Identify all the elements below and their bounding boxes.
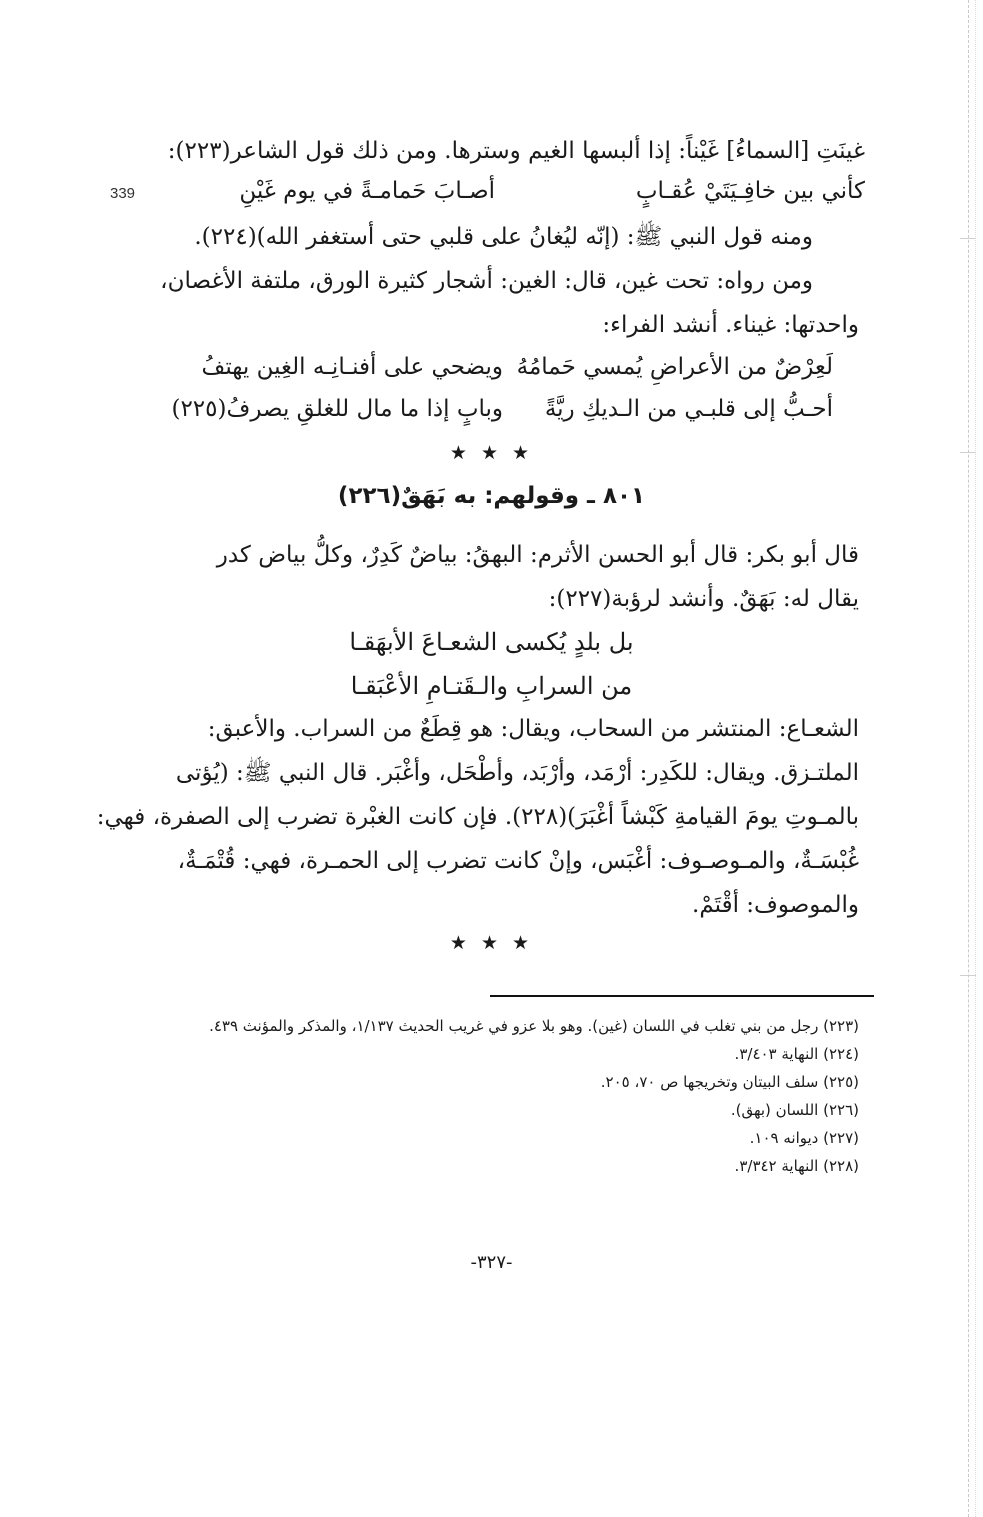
footnote-228: (٢٢٨) النهاية ٣/٣٤٢. (734, 1157, 859, 1175)
source-page-number: 339 (110, 185, 136, 202)
verse-1-hemistich-left: أصـابَ حَمامـةً في يوم غَيْنِ (239, 178, 495, 204)
body-line-4: ومن رواه: تحت غين، قال: الغين: أشجار كثيرة الورق، ملتفة الأغصان، (160, 268, 813, 294)
footnote-227: (٢٢٧) ديوانه ١٠٩. (749, 1129, 859, 1147)
section-line-5: بالمـوتِ يومَ القيامةِ كَبْشاً أغْبَرَ)(٢٢٨). فإن كانت الغبْرة تضرب إلى الصفرة، فهي: (96, 804, 859, 830)
footnote-223: (٢٢٣) رجل من بني تغلب في اللسان (غين). وهو بلا عزو في غريب الحديث ١/١٣٧، والمذكر والمؤنث ٤٣٩. (209, 1017, 859, 1035)
footnote-separator (490, 995, 874, 997)
body-line-3: ومنه قول النبي ﷺ: (إنّه ليُغانُ على قلبي حتى أستغفر الله)(٢٢٤). (194, 224, 813, 250)
section-line-3: الشعـاع: المنتشر من السحاب، ويقال: هو قِطَعٌ من السراب. والأعبق: (207, 716, 859, 742)
scan-edge-mark (960, 975, 976, 976)
rajaz-verse-2: من السرابِ والـقَتـامِ الأعْبَقـا (350, 672, 633, 700)
rajaz-verse-1: بل بلدٍ يُكسى الشعـاعَ الأبهَقـا (349, 628, 634, 656)
body-line-1: غينَتِ [السماءُ] غَيْناً: إذا ألبسها الغيم وسترها. ومن ذلك قول الشاعر(٢٢٣): (167, 138, 865, 164)
footnote-225: (٢٢٥) سلف البيتان وتخريجها ص ٧٠، ٢٠٥. (600, 1073, 859, 1091)
verse-2-hemistich-right: لَعِرْضٌ من الأعراضِ يُمسي حَمامُهُ (516, 354, 833, 380)
section-line-4: الملتـزق. ويقال: للكَدِر: أرْمَد، وأرْبَد، وأطْحَل، وأغْبَر. قال النبي ﷺ: (يُؤتى (175, 760, 859, 786)
verse-3-hemistich-left: وبابٍ إذا ما مال للغلقِ يصرفُ(٢٢٥) (171, 396, 503, 422)
scan-edge-line-2 (975, 0, 977, 1517)
body-line-5: واحدتها: غيناء. أنشد الفراء: (602, 312, 859, 338)
page-number: -٣٢٧- (470, 1252, 513, 1273)
section-divider-stars-2: ★ ★ ★ (449, 932, 534, 954)
section-line-2: يقال له: بَهَقٌ. وأنشد لرؤبة(٢٢٧): (548, 586, 859, 612)
section-heading: ٨٠١ ـ وقولهم: به بَهَقٌ(٢٢٦) (337, 483, 646, 509)
section-line-1: قال أبو بكر: قال أبو الحسن الأثرم: البهقُ: بياضٌ كَدِرٌ، وكلُّ بياض كدر (216, 542, 859, 568)
section-divider-stars: ★ ★ ★ (449, 442, 534, 464)
verse-1-hemistich-right: كأني بين خافِـيَتَيْ عُقـابٍ (635, 178, 865, 204)
section-line-7: والموصوف: أقْتَمْ. (692, 892, 859, 918)
verse-2-hemistich-left: ويضحي على أفنـانِـه الغِين يهتفُ (201, 354, 503, 380)
section-line-6: غُبْسَـةٌ، والمـوصـوف: أغْبَس، وإنْ كانت تضرب إلى الحمـرة، فهي: قُتْمَـةٌ، (177, 848, 859, 874)
footnote-226: (٢٢٦) اللسان (بهق). (730, 1101, 859, 1119)
scan-edge-line (968, 0, 970, 1517)
footnote-224: (٢٢٤) النهاية ٣/٤٠٣. (734, 1045, 859, 1063)
verse-3-hemistich-right: أحـبُّ إلى قلبـي من الـديكِ ريَّةً (544, 396, 833, 422)
scan-edge-mark (960, 238, 976, 239)
